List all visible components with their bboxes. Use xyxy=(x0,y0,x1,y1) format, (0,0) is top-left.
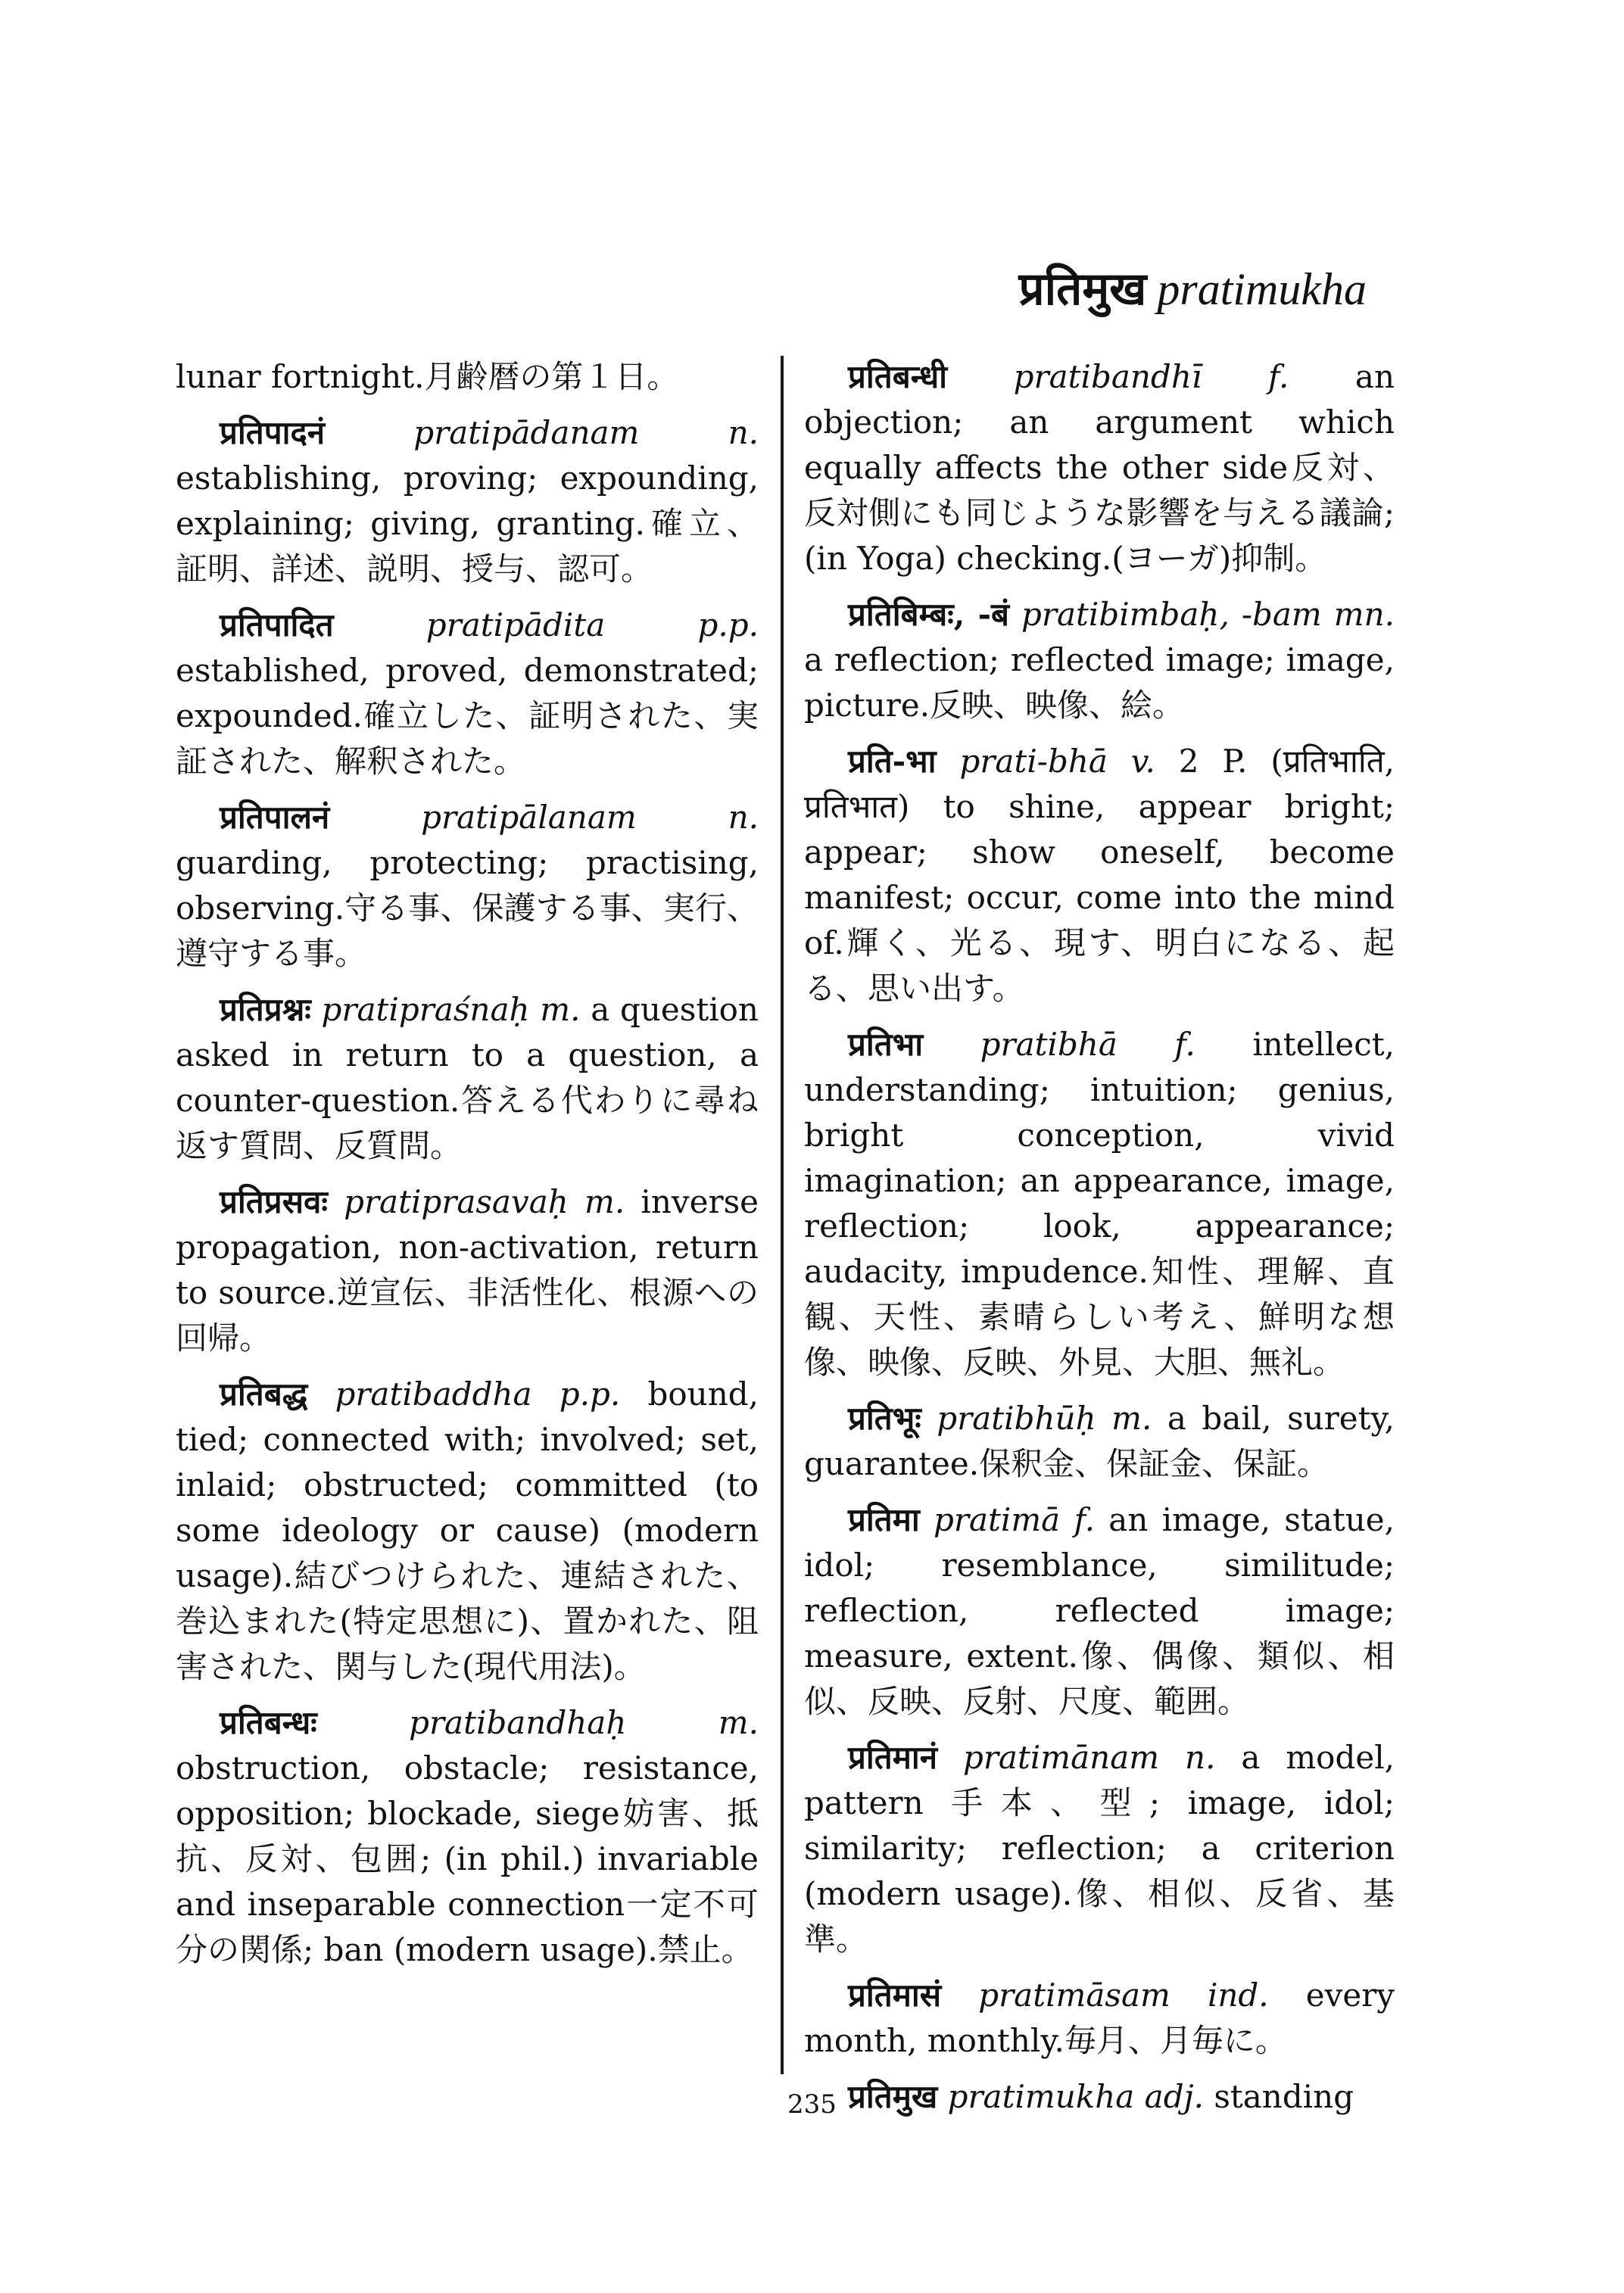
entry-grammar: ind. xyxy=(1207,1977,1269,2014)
entry-headword: प्रतिप्रसवः xyxy=(220,1183,328,1220)
dictionary-entry xyxy=(804,354,1395,581)
entry-transliteration: pratibandhaḥ xyxy=(409,1704,627,1741)
running-head xyxy=(1018,263,1367,316)
dictionary-entry xyxy=(804,1735,1395,1962)
entry-transliteration: pratipraśnaḥ xyxy=(321,991,530,1028)
right-column xyxy=(804,354,1395,2130)
entry-definition: every month, monthly.毎月、月毎に。 xyxy=(804,1977,1395,2059)
entry-transliteration: pratibandhī xyxy=(1013,358,1202,395)
dictionary-entry xyxy=(176,795,759,977)
entry-grammar: n. xyxy=(728,414,759,451)
dictionary-entry xyxy=(176,354,759,400)
entry-definition: an image, statue, idol; resemblance, similitude; reflection, reflected image; measure, extent.像、偶像、類似、相似、反映、反射、尺度、範囲。 xyxy=(804,1501,1395,1720)
entry-headword: प्रति-भा xyxy=(848,743,937,780)
entry-grammar: adj. xyxy=(1144,2078,1204,2115)
entry-definition: establishing, proving; expounding, explaining; giving, granting.確立、証明、詳述、説明、授与、認可。 xyxy=(176,460,759,587)
entry-headword: प्रतिपादनं xyxy=(220,414,326,451)
entry-transliteration: prati-bhā xyxy=(959,743,1108,780)
entry-headword: प्रतिभूः xyxy=(848,1400,921,1437)
dictionary-entry xyxy=(804,1497,1395,1724)
entry-definition: bound, tied; connected with; involved; set, inlaid; obstructed; committed (to some ideology or cause) (modern usage).結びつけられた、連結された、巻込まれた(特定思想に)、置かれた、阻害された、関与した(現代用法)。 xyxy=(176,1375,759,1685)
entry-headword: प्रतिबद्ध xyxy=(220,1375,308,1413)
entry-definition: lunar fortnight.月齢暦の第１日。 xyxy=(176,358,679,395)
entry-headword: प्रतिबन्धी xyxy=(848,358,948,395)
entry-definition: 2 P. (प्रतिभाति, प्रतिभात) to shine, appear bright; appear; show oneself, become manifest; occur, come into the mind of.輝く、光る、現す、明白になる、起る、思い出す。 xyxy=(804,743,1395,1007)
entry-transliteration: pratibhūḥ xyxy=(937,1400,1096,1437)
entry-grammar: n. xyxy=(728,799,759,836)
entry-grammar: m. xyxy=(540,991,581,1028)
dictionary-entry xyxy=(804,592,1395,728)
entry-headword: प्रतिपादित xyxy=(220,606,334,643)
entry-definition: inverse propagation, non-activation, return to source.逆宣伝、非活性化、根源への回帰。 xyxy=(176,1183,759,1357)
entry-grammar: m. xyxy=(718,1704,759,1741)
entry-headword: प्रतिमासं xyxy=(848,1977,942,2014)
column-divider xyxy=(781,356,784,2074)
entry-grammar: f. xyxy=(1074,1501,1095,1538)
dictionary-entry xyxy=(804,1973,1395,2064)
entry-transliteration: pratipādanam xyxy=(413,414,640,451)
entry-grammar: mn. xyxy=(1333,596,1395,633)
entry-headword: प्रतिबिम्बः, -बं xyxy=(848,596,1010,633)
dictionary-entry xyxy=(176,1372,759,1690)
entry-headword: प्रतिपालनं xyxy=(220,799,330,836)
left-column xyxy=(176,354,759,1983)
entry-grammar: p.p. xyxy=(697,606,759,643)
entry-transliteration: pratipālanam xyxy=(421,799,637,836)
entry-definition: guarding, protecting; practising, observing.守る事、保護する事、実行、遵守する事。 xyxy=(176,844,759,972)
dictionary-entry xyxy=(176,410,759,592)
entry-definition: obstruction, obstacle; resistance, opposition; blockade, siege妨害、抵抗、反対、包囲; (in phil.) invariable and inseparable connection一定不可分の関係; ban (modern usage).禁止。 xyxy=(176,1749,759,1968)
dictionary-entry xyxy=(176,603,759,784)
entry-transliteration: pratimānam xyxy=(962,1739,1160,1776)
entry-definition: a reflection; reflected image; image, picture.反映、映像、絵。 xyxy=(804,641,1395,724)
dictionary-entry xyxy=(804,1396,1395,1487)
running-head-devanagari: प्रतिमुख xyxy=(1018,263,1147,316)
dictionary-entry xyxy=(804,739,1395,1011)
entry-grammar: p.p. xyxy=(559,1375,621,1413)
entry-grammar: m. xyxy=(584,1183,625,1220)
entry-headword: प्रतिभा xyxy=(848,1026,924,1063)
entry-transliteration: pratimukha xyxy=(947,2078,1135,2115)
dictionary-entry xyxy=(176,987,759,1169)
entry-headword: प्रतिमुख xyxy=(848,2078,938,2115)
entry-definition: a bail, surety, guarantee.保釈金、保証金、保証。 xyxy=(804,1400,1395,1482)
entry-transliteration: pratipādita xyxy=(425,606,606,643)
dictionary-entry xyxy=(176,1700,759,1973)
dictionary-entry xyxy=(804,1022,1395,1385)
entry-headword: प्रतिमानं xyxy=(848,1739,938,1776)
page-number: 235 xyxy=(787,2089,837,2120)
entry-definition: established, proved, demonstrated; expounded.確立した、証明された、実証された、解釈された。 xyxy=(176,652,759,780)
dictionary-entry xyxy=(176,1179,759,1361)
entry-transliteration: pratimāsam xyxy=(978,1977,1170,2014)
entry-transliteration: pratiprasavaḥ xyxy=(344,1183,569,1220)
entry-grammar: f. xyxy=(1174,1026,1195,1063)
entry-transliteration: pratimā xyxy=(934,1501,1061,1538)
entry-transliteration: pratibhā xyxy=(980,1026,1117,1063)
running-head-latin: pratimukha xyxy=(1157,264,1367,314)
entry-headword: प्रतिप्रश्नः xyxy=(220,991,311,1028)
entry-transliteration: pratibaddha xyxy=(335,1375,532,1413)
entry-definition: a question asked in return to a question, a counter-question.答える代わりに尋ね返す質問、反質問。 xyxy=(176,991,759,1164)
entry-grammar: v. xyxy=(1130,743,1155,780)
entry-definition: an objection; an argument which equally affects the other side反対、反対側にも同じような影響を与える議論; (in Yoga) checking.(ヨーガ)抑制。 xyxy=(804,358,1395,577)
entry-grammar: m. xyxy=(1111,1400,1152,1437)
entry-headword: प्रतिबन्धः xyxy=(220,1704,317,1741)
entry-transliteration: pratibimbaḥ, -bam xyxy=(1021,596,1322,633)
entry-grammar: n. xyxy=(1185,1739,1216,1776)
entry-definition: a model, pattern 手本、型; image, idol; similarity; reflection; a criterion (modern usage).像、相似、反省、基準。 xyxy=(804,1739,1395,1958)
entry-grammar: f. xyxy=(1267,358,1289,395)
entry-definition: standing xyxy=(1214,2078,1354,2115)
entry-definition: intellect, understanding; intuition; genius, bright conception, vivid imagination; an appearance, image, reflection; look, appearance; audacity, impudence.知性、理解、直観、天性、素晴らしい考え、鮮明な想像、映像、反映、外見、大胆、無礼。 xyxy=(804,1026,1395,1381)
entry-headword: प्रतिमा xyxy=(848,1501,920,1538)
